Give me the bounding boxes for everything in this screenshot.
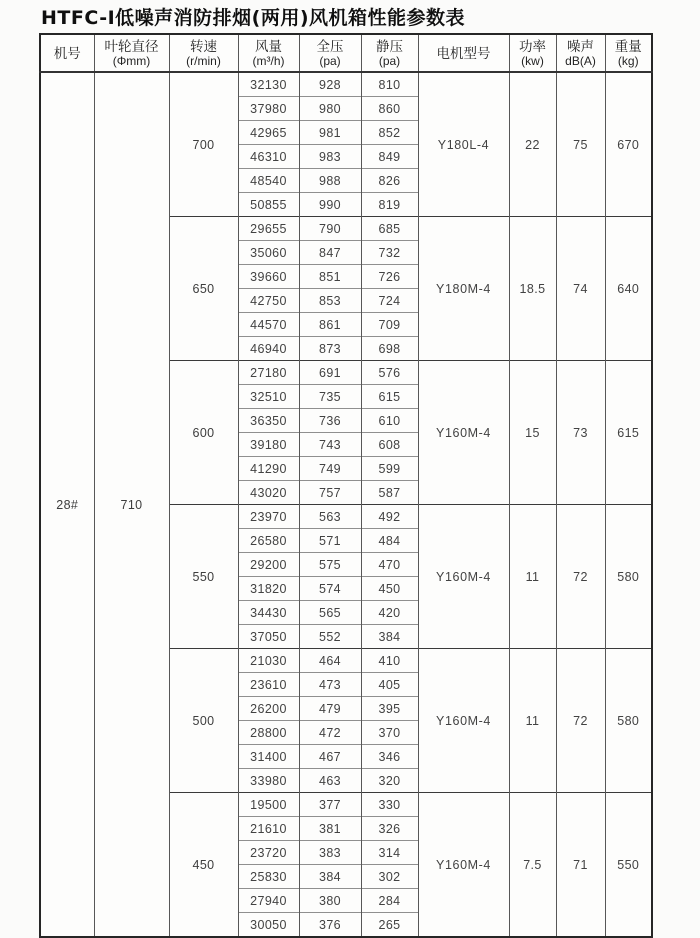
cell-noise: 75: [556, 72, 605, 217]
cell-motor-model: Y180L-4: [418, 72, 509, 217]
header-label: 风量: [255, 38, 282, 54]
cell-motor-model: Y180M-4: [418, 217, 509, 361]
header-unit: (kw): [521, 53, 544, 68]
cell-total-pressure: 851: [299, 265, 361, 289]
cell-total-pressure: 463: [299, 769, 361, 793]
cell-noise: 72: [556, 505, 605, 649]
cell-static-pressure: 726: [361, 265, 418, 289]
cell-speed: 700: [169, 72, 238, 217]
cell-total-pressure: 790: [299, 217, 361, 241]
cell-total-pressure: 563: [299, 505, 361, 529]
cell-power: 22: [509, 72, 556, 217]
cell-static-pressure: 395: [361, 697, 418, 721]
cell-static-pressure: 346: [361, 745, 418, 769]
cell-static-pressure: 314: [361, 841, 418, 865]
cell-machine-no: 28#: [40, 72, 94, 937]
table-body: [40, 72, 652, 937]
cell-static-pressure: 587: [361, 481, 418, 505]
cell-air-volume: 32130: [238, 72, 299, 97]
cell-air-volume: 41290: [238, 457, 299, 481]
header-unit: (Φmm): [112, 53, 151, 68]
header-label: 静压: [376, 38, 403, 54]
cell-air-volume: 29655: [238, 217, 299, 241]
cell-air-volume: 29200: [238, 553, 299, 577]
cell-total-pressure: 743: [299, 433, 361, 457]
header-motor-model: [418, 34, 509, 72]
cell-static-pressure: 370: [361, 721, 418, 745]
header-row: [40, 34, 652, 72]
cell-air-volume: 30050: [238, 913, 299, 938]
cell-static-pressure: 470: [361, 553, 418, 577]
cell-static-pressure: 732: [361, 241, 418, 265]
cell-total-pressure: 735: [299, 385, 361, 409]
cell-total-pressure: 473: [299, 673, 361, 697]
cell-speed: 500: [169, 649, 238, 793]
cell-power: 15: [509, 361, 556, 505]
cell-static-pressure: 610: [361, 409, 418, 433]
header-unit: dB(A): [565, 53, 596, 68]
header-static-pressure: [361, 34, 418, 72]
cell-air-volume: 36350: [238, 409, 299, 433]
cell-air-volume: 23720: [238, 841, 299, 865]
cell-static-pressure: 326: [361, 817, 418, 841]
cell-air-volume: 23610: [238, 673, 299, 697]
cell-air-volume: 43020: [238, 481, 299, 505]
cell-motor-model: Y160M-4: [418, 649, 509, 793]
cell-air-volume: 21610: [238, 817, 299, 841]
cell-air-volume: 26580: [238, 529, 299, 553]
header-unit: (r/min): [186, 53, 221, 68]
cell-weight: 550: [605, 793, 652, 938]
header-unit: (pa): [378, 53, 401, 68]
table-header: [40, 34, 652, 72]
cell-total-pressure: 981: [299, 121, 361, 145]
cell-static-pressure: 810: [361, 72, 418, 97]
cell-total-pressure: 377: [299, 793, 361, 817]
cell-motor-model: Y160M-4: [418, 361, 509, 505]
cell-total-pressure: 736: [299, 409, 361, 433]
cell-static-pressure: 724: [361, 289, 418, 313]
header-unit: (m³/h): [252, 53, 285, 68]
fan-performance-table: [39, 33, 653, 938]
cell-air-volume: 44570: [238, 313, 299, 337]
cell-total-pressure: 575: [299, 553, 361, 577]
cell-air-volume: 27180: [238, 361, 299, 385]
cell-total-pressure: 472: [299, 721, 361, 745]
cell-static-pressure: 819: [361, 193, 418, 217]
cell-static-pressure: 265: [361, 913, 418, 938]
cell-total-pressure: 574: [299, 577, 361, 601]
cell-weight: 615: [605, 361, 652, 505]
cell-air-volume: 33980: [238, 769, 299, 793]
cell-total-pressure: 691: [299, 361, 361, 385]
cell-total-pressure: 571: [299, 529, 361, 553]
cell-air-volume: 42965: [238, 121, 299, 145]
cell-total-pressure: 861: [299, 313, 361, 337]
cell-static-pressure: 492: [361, 505, 418, 529]
cell-air-volume: 31400: [238, 745, 299, 769]
cell-static-pressure: 852: [361, 121, 418, 145]
header-label: 电机型号: [436, 45, 491, 61]
cell-noise: 72: [556, 649, 605, 793]
header-total-pressure: [299, 34, 361, 72]
cell-static-pressure: 860: [361, 97, 418, 121]
cell-air-volume: 46940: [238, 337, 299, 361]
cell-speed: 650: [169, 217, 238, 361]
cell-speed: 600: [169, 361, 238, 505]
cell-air-volume: 37050: [238, 625, 299, 649]
cell-static-pressure: 484: [361, 529, 418, 553]
cell-total-pressure: 757: [299, 481, 361, 505]
cell-total-pressure: 376: [299, 913, 361, 938]
cell-total-pressure: 552: [299, 625, 361, 649]
cell-air-volume: 46310: [238, 145, 299, 169]
cell-air-volume: 25830: [238, 865, 299, 889]
header-speed: [169, 34, 238, 72]
header-label: 重量: [614, 38, 642, 54]
cell-air-volume: 50855: [238, 193, 299, 217]
cell-static-pressure: 826: [361, 169, 418, 193]
cell-air-volume: 48540: [238, 169, 299, 193]
cell-air-volume: 26200: [238, 697, 299, 721]
cell-static-pressure: 284: [361, 889, 418, 913]
cell-static-pressure: 599: [361, 457, 418, 481]
cell-total-pressure: 479: [299, 697, 361, 721]
cell-noise: 71: [556, 793, 605, 938]
cell-weight: 580: [605, 649, 652, 793]
cell-static-pressure: 302: [361, 865, 418, 889]
header-label: 转速: [190, 38, 217, 54]
cell-total-pressure: 928: [299, 72, 361, 97]
cell-total-pressure: 464: [299, 649, 361, 673]
header-unit: (kg): [617, 53, 639, 68]
cell-static-pressure: 420: [361, 601, 418, 625]
cell-static-pressure: 698: [361, 337, 418, 361]
cell-motor-model: Y160M-4: [418, 505, 509, 649]
cell-static-pressure: 709: [361, 313, 418, 337]
header-noise: [556, 34, 605, 72]
cell-static-pressure: 576: [361, 361, 418, 385]
cell-static-pressure: 330: [361, 793, 418, 817]
cell-noise: 73: [556, 361, 605, 505]
header-label: 机号: [53, 45, 81, 61]
cell-air-volume: 31820: [238, 577, 299, 601]
cell-air-volume: 21030: [238, 649, 299, 673]
header-air-volume: [238, 34, 299, 72]
cell-total-pressure: 749: [299, 457, 361, 481]
cell-weight: 640: [605, 217, 652, 361]
cell-air-volume: 35060: [238, 241, 299, 265]
cell-power: 7.5: [509, 793, 556, 938]
cell-total-pressure: 983: [299, 145, 361, 169]
cell-air-volume: 28800: [238, 721, 299, 745]
header-label: 功率: [519, 38, 546, 54]
header-unit: (pa): [319, 53, 341, 68]
cell-air-volume: 39660: [238, 265, 299, 289]
cell-total-pressure: 853: [299, 289, 361, 313]
cell-air-volume: 39180: [238, 433, 299, 457]
cell-weight: 580: [605, 505, 652, 649]
header-weight: [605, 34, 652, 72]
cell-total-pressure: 381: [299, 817, 361, 841]
cell-total-pressure: 565: [299, 601, 361, 625]
cell-static-pressure: 685: [361, 217, 418, 241]
cell-total-pressure: 384: [299, 865, 361, 889]
cell-air-volume: 23970: [238, 505, 299, 529]
cell-total-pressure: 467: [299, 745, 361, 769]
cell-total-pressure: 873: [299, 337, 361, 361]
cell-static-pressure: 608: [361, 433, 418, 457]
header-impeller-diameter: [94, 34, 169, 72]
table-row: [40, 72, 652, 97]
cell-total-pressure: 383: [299, 841, 361, 865]
header-power: [509, 34, 556, 72]
cell-speed: 450: [169, 793, 238, 938]
header-label: 叶轮直径: [104, 38, 159, 54]
cell-air-volume: 27940: [238, 889, 299, 913]
cell-total-pressure: 980: [299, 97, 361, 121]
cell-air-volume: 34430: [238, 601, 299, 625]
cell-static-pressure: 320: [361, 769, 418, 793]
cell-noise: 74: [556, 217, 605, 361]
page-title: HTFC-I低噪声消防排烟(两用)风机箱性能参数表: [41, 7, 466, 29]
header-machine-no: [40, 34, 94, 72]
cell-air-volume: 32510: [238, 385, 299, 409]
cell-static-pressure: 849: [361, 145, 418, 169]
cell-total-pressure: 380: [299, 889, 361, 913]
cell-total-pressure: 988: [299, 169, 361, 193]
cell-air-volume: 37980: [238, 97, 299, 121]
cell-air-volume: 19500: [238, 793, 299, 817]
cell-static-pressure: 410: [361, 649, 418, 673]
cell-static-pressure: 405: [361, 673, 418, 697]
cell-weight: 670: [605, 72, 652, 217]
cell-power: 18.5: [509, 217, 556, 361]
cell-power: 11: [509, 649, 556, 793]
cell-total-pressure: 990: [299, 193, 361, 217]
cell-motor-model: Y160M-4: [418, 793, 509, 938]
cell-static-pressure: 384: [361, 625, 418, 649]
cell-static-pressure: 615: [361, 385, 418, 409]
cell-air-volume: 42750: [238, 289, 299, 313]
header-label: 噪声: [567, 38, 594, 54]
cell-speed: 550: [169, 505, 238, 649]
cell-impeller-diameter: 710: [94, 72, 169, 937]
cell-total-pressure: 847: [299, 241, 361, 265]
cell-static-pressure: 450: [361, 577, 418, 601]
cell-power: 11: [509, 505, 556, 649]
header-label: 全压: [316, 38, 344, 54]
